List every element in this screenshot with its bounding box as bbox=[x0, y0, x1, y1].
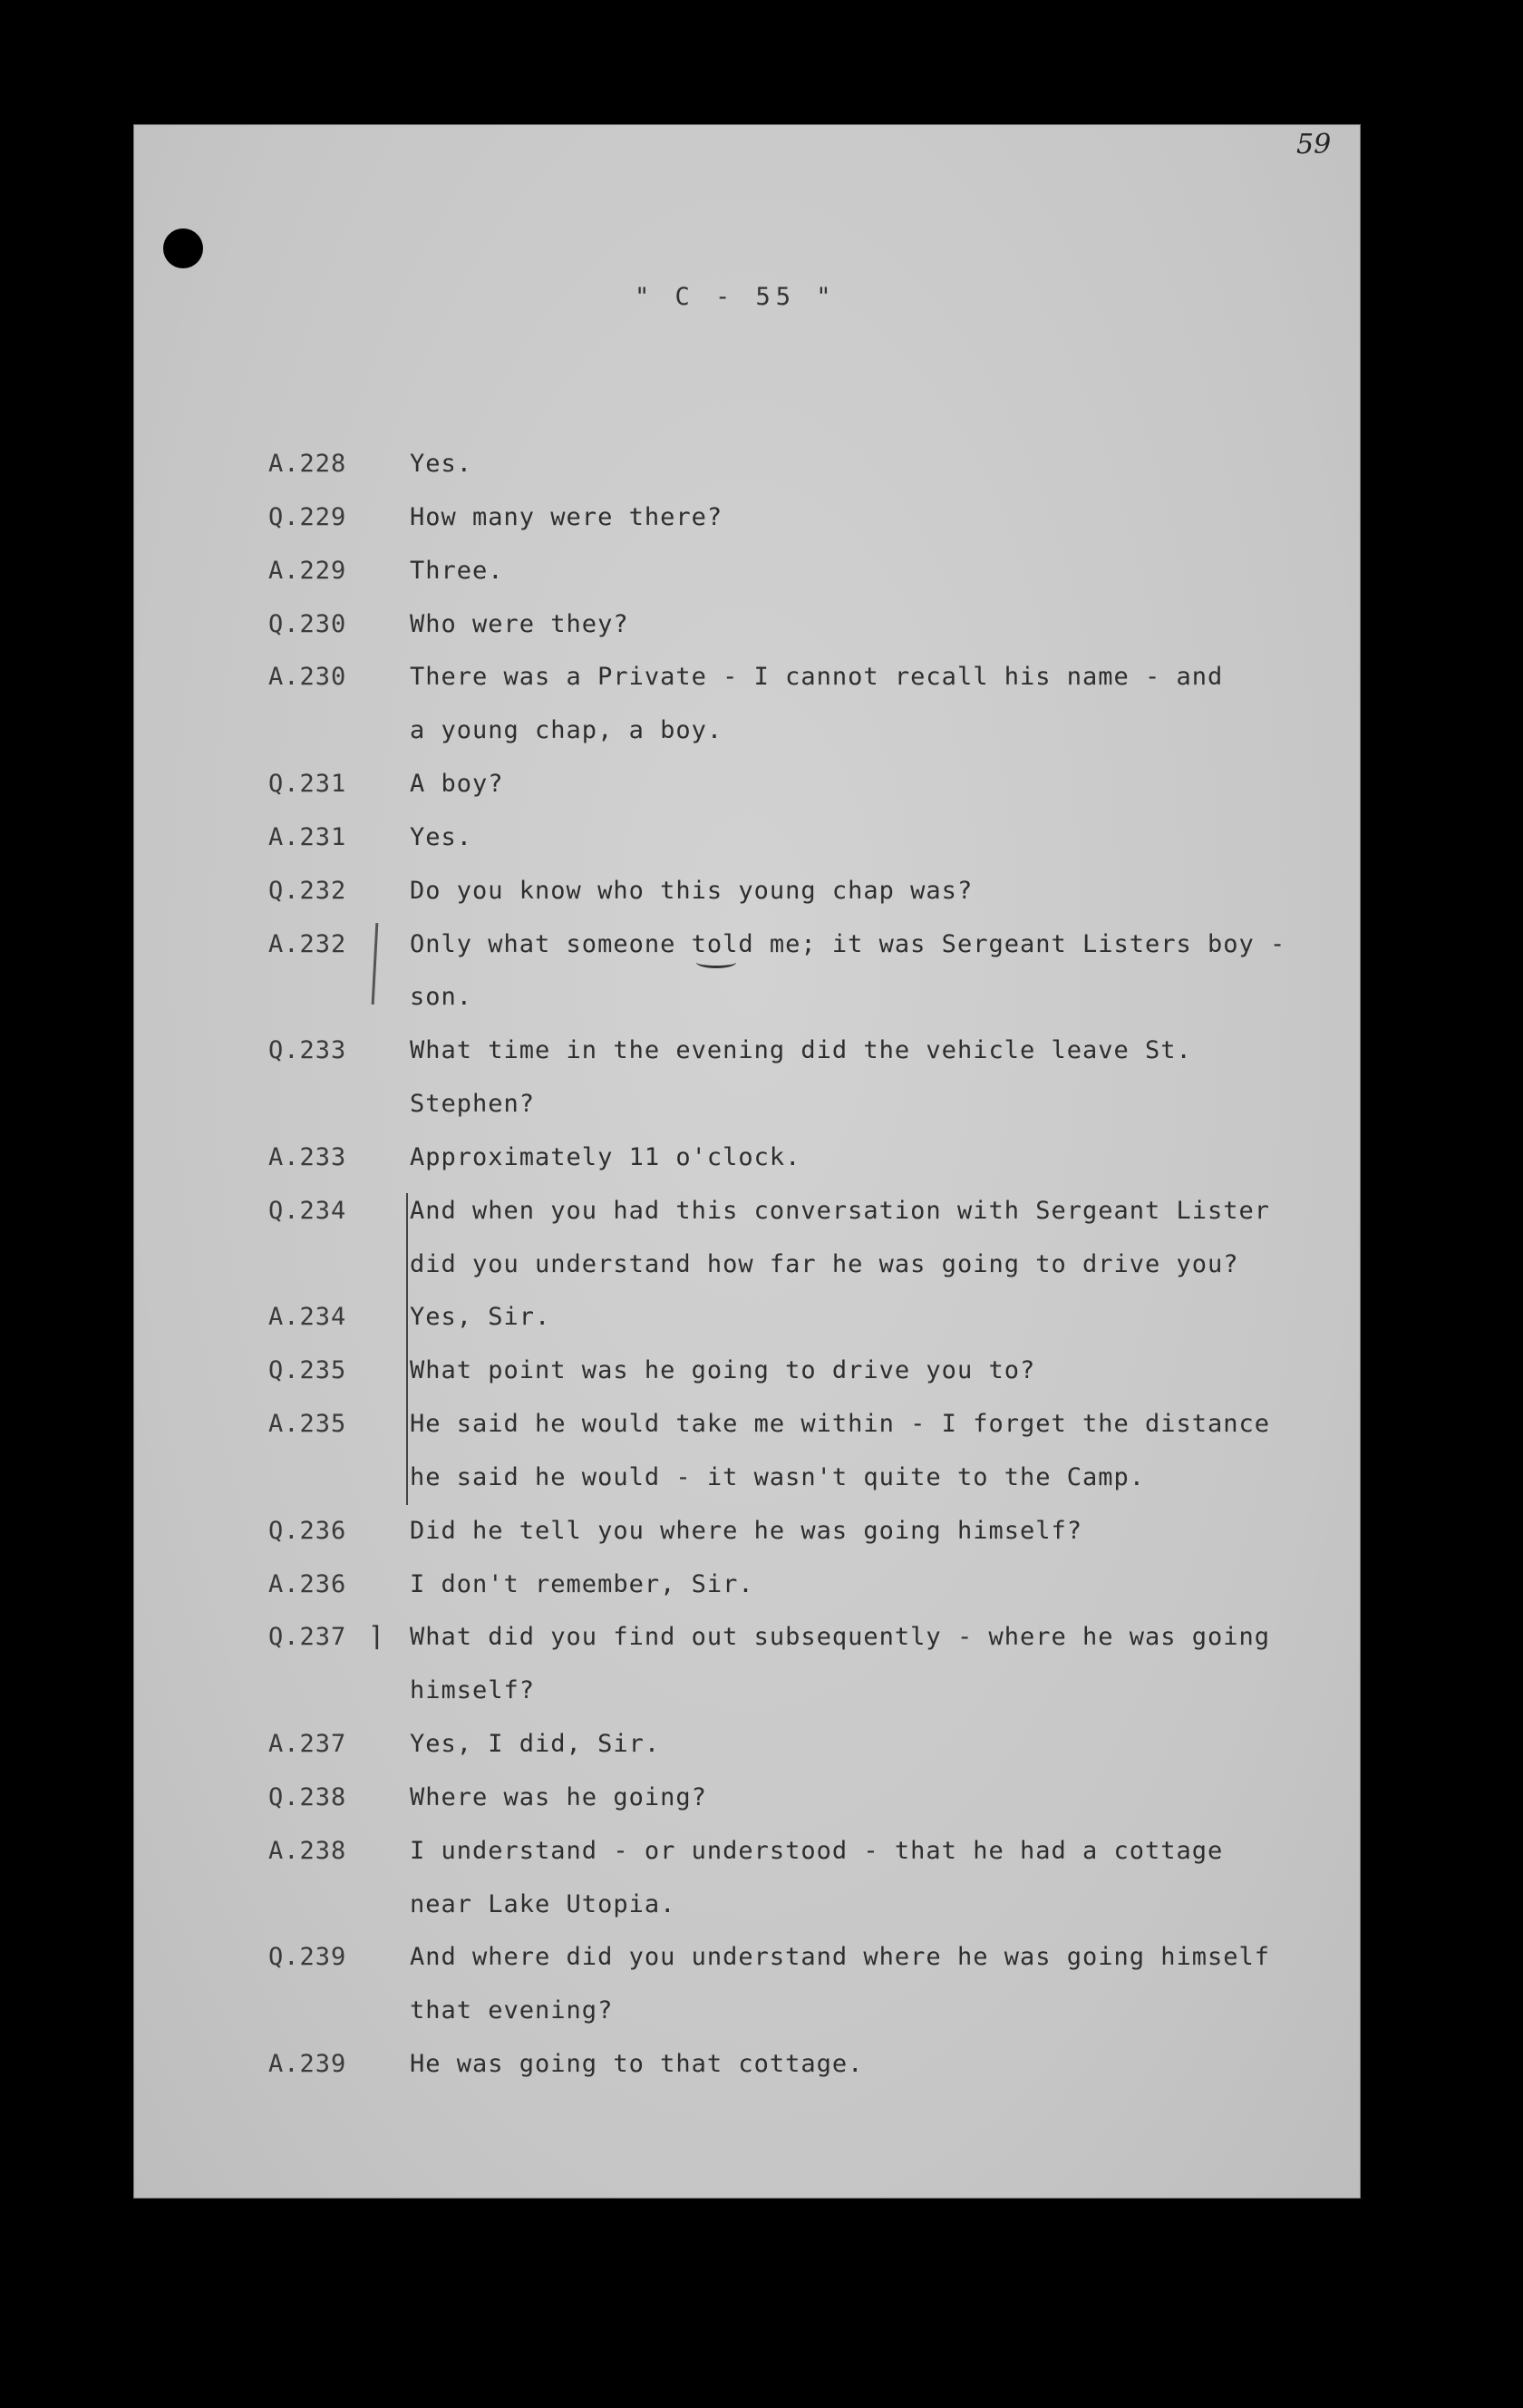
line-text: What point was he going to drive you to? bbox=[410, 1356, 1036, 1384]
line-text: Yes. bbox=[410, 823, 473, 851]
line-text: Stephen? bbox=[410, 1090, 536, 1118]
line-label: Q.230 bbox=[268, 610, 347, 638]
line-label: Q.229 bbox=[268, 503, 347, 531]
line-text: I don't remember, Sir. bbox=[410, 1570, 754, 1598]
line-label: A.238 bbox=[268, 1837, 347, 1865]
line-label: A.235 bbox=[268, 1410, 347, 1438]
line-text: son. bbox=[410, 983, 473, 1011]
line-label: A.229 bbox=[268, 557, 347, 585]
line-text: near Lake Utopia. bbox=[410, 1890, 676, 1918]
underline-mark bbox=[696, 956, 736, 968]
bracket-mark: ⌉ bbox=[370, 1621, 381, 1653]
line-text: Do you know who this young chap was? bbox=[410, 877, 974, 905]
line-label: Q.238 bbox=[268, 1783, 347, 1811]
line-text: I understand - or understood - that he had a cottage bbox=[410, 1837, 1224, 1865]
punch-hole bbox=[163, 228, 203, 268]
line-label: A.233 bbox=[268, 1143, 347, 1171]
line-label: A.230 bbox=[268, 663, 347, 691]
line-text: He said he would take me within - I forget the distance bbox=[410, 1410, 1271, 1438]
line-label: Q.231 bbox=[268, 770, 347, 798]
line-label: A.231 bbox=[268, 823, 347, 851]
line-text: Who were they? bbox=[410, 610, 629, 638]
line-label: A.236 bbox=[268, 1570, 347, 1598]
line-text: And where did you understand where he was going himself bbox=[410, 1943, 1271, 1971]
line-text: What time in the evening did the vehicle leave St. bbox=[410, 1036, 1192, 1064]
line-text: Where was he going? bbox=[410, 1783, 707, 1811]
line-label: Q.233 bbox=[268, 1036, 347, 1064]
line-text: Approximately 11 o'clock. bbox=[410, 1143, 801, 1171]
line-text: a young chap, a boy. bbox=[410, 716, 723, 744]
line-text: And when you had this conversation with Sergeant Lister bbox=[410, 1197, 1271, 1225]
line-label: Q.235 bbox=[268, 1356, 347, 1384]
line-text: Three. bbox=[410, 557, 504, 585]
line-text: A boy? bbox=[410, 770, 504, 798]
line-text: Yes, I did, Sir. bbox=[410, 1730, 661, 1758]
line-label: Q.239 bbox=[268, 1943, 347, 1971]
line-label: Q.237 bbox=[268, 1623, 347, 1651]
line-text: Yes, Sir. bbox=[410, 1303, 551, 1331]
line-text: himself? bbox=[410, 1676, 536, 1704]
line-text: did you understand how far he was going to drive you? bbox=[410, 1250, 1239, 1278]
page-header: " C - 55 " bbox=[635, 283, 837, 311]
line-label: A.239 bbox=[268, 2050, 347, 2078]
line-label: A.234 bbox=[268, 1303, 347, 1331]
line-text: There was a Private - I cannot recall his name - and bbox=[410, 663, 1224, 691]
line-text: Did he tell you where he was going himself? bbox=[410, 1517, 1082, 1545]
folio-number: 59 bbox=[1296, 129, 1332, 160]
line-text: he said he would - it wasn't quite to the Camp. bbox=[410, 1463, 1146, 1491]
line-label: Q.236 bbox=[268, 1517, 347, 1545]
line-label: Q.234 bbox=[268, 1197, 347, 1225]
line-label: A.228 bbox=[268, 450, 347, 478]
line-label: A.232 bbox=[268, 930, 347, 958]
line-label: Q.232 bbox=[268, 877, 347, 905]
line-text: How many were there? bbox=[410, 503, 723, 531]
line-text: that evening? bbox=[410, 1996, 614, 2024]
line-text: Only what someone told me; it was Sergeant Listers boy - bbox=[410, 930, 1286, 958]
line-text: Yes. bbox=[410, 450, 473, 478]
line-label: A.237 bbox=[268, 1730, 347, 1758]
line-text: What did you find out subsequently - where he was going bbox=[410, 1623, 1271, 1651]
line-text: He was going to that cottage. bbox=[410, 2050, 864, 2078]
margin-sideline-mark bbox=[406, 1193, 408, 1505]
